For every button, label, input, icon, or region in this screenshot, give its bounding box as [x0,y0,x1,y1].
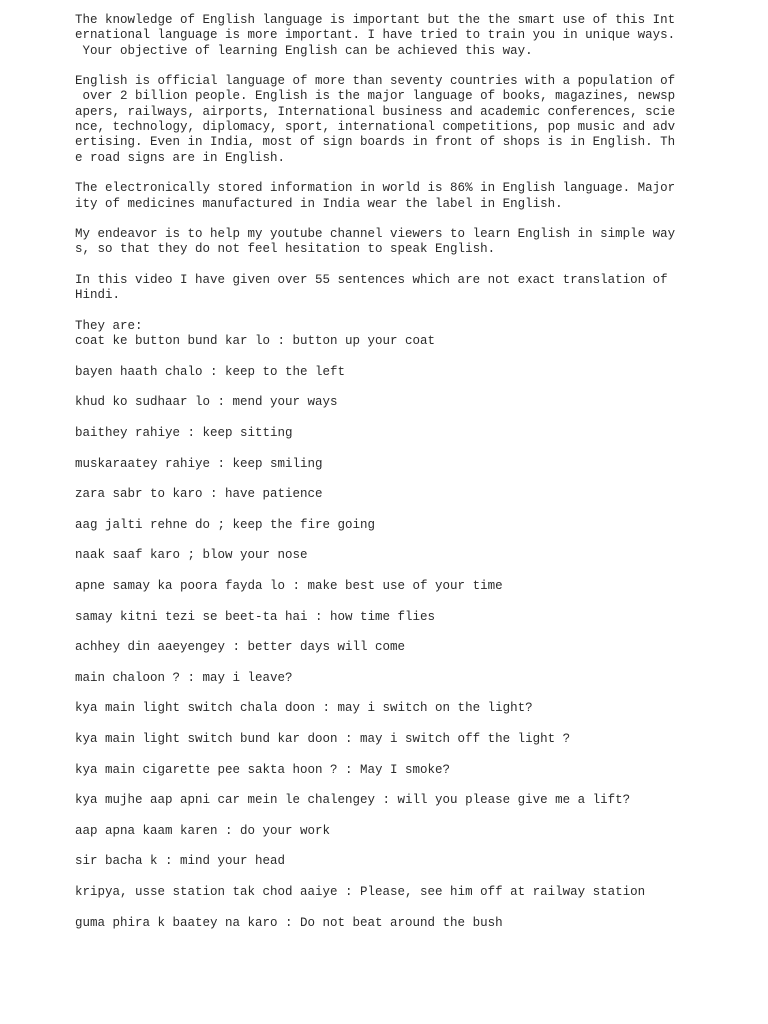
phrase-item: samay kitni tezi se beet-ta hai : how time flies [75,609,436,624]
phrase-list [75,334,695,931]
phrase-item: sir bacha k : mind your head [75,854,286,869]
paragraph-official-language: English is official language of more than seventy countries with a population of over 2 billion people. English is the major language of books, magazines, newsp apers, railways, airports, International business and academic conferences, scie nce, technology, diplomacy, sport, international competitions, pop music and adv ertising. Even in India, most of sign boards in front of shops is in English. Th e road signs are in English. [75,74,676,165]
phrase-item: main chaloon ? : may i leave? [75,670,293,685]
phrases-intro-label: They are: [75,318,143,333]
paragraph-intro: The knowledge of English language is important but the the smart use of this Int ernational language is more important. I have tried to train you in unique ways. Your objective of learning English can be achieved this way. [75,13,676,58]
phrase-item: apne samay ka poora fayda lo : make best use of your time [75,578,503,593]
phrase-item: zara sabr to karo : have patience [75,487,323,502]
phrase-item: kya main cigarette pee sakta hoon ? : May I smoke? [75,762,451,777]
phrase-item: kya mujhe aap apni car mein le chalengey : will you please give me a lift? [75,793,631,808]
paragraph-video-sentences: In this video I have given over 55 sentences which are not exact translation of Hindi. [75,273,668,303]
paragraph-stored-information: The electronically stored information in world is 86% in English language. Major ity of medicines manufactured in India wear the label in English. [75,181,676,211]
phrase-item: khud ko sudhaar lo : mend your ways [75,395,338,410]
phrase-item: achhey din aaeyengey : better days will come [75,640,406,655]
phrase-item: muskaraatey rahiye : keep smiling [75,456,323,471]
phrase-item: aag jalti rehne do ; keep the fire going [75,517,376,532]
phrase-item: baithey rahiye : keep sitting [75,426,293,441]
phrase-item: bayen haath chalo : keep to the left [75,364,346,379]
phrase-item: guma phira k baatey na karo : Do not beat around the bush [75,915,503,930]
phrase-item: kya main light switch chala doon : may i switch on the light? [75,701,533,716]
document-page [75,13,695,946]
phrase-item: aap apna kaam karen : do your work [75,823,331,838]
paragraph-endeavor: My endeavor is to help my youtube channel viewers to learn English in simple way s, so that they do not feel hesitation to speak English. [75,227,676,257]
phrase-item: kya main light switch bund kar doon : may i switch off the light ? [75,731,571,746]
phrase-item: naak saaf karo ; blow your nose [75,548,308,563]
phrase-item: kripya, usse station tak chod aaiye : Please, see him off at railway station [75,884,646,899]
phrase-item: coat ke button bund kar lo : button up your coat [75,334,436,349]
